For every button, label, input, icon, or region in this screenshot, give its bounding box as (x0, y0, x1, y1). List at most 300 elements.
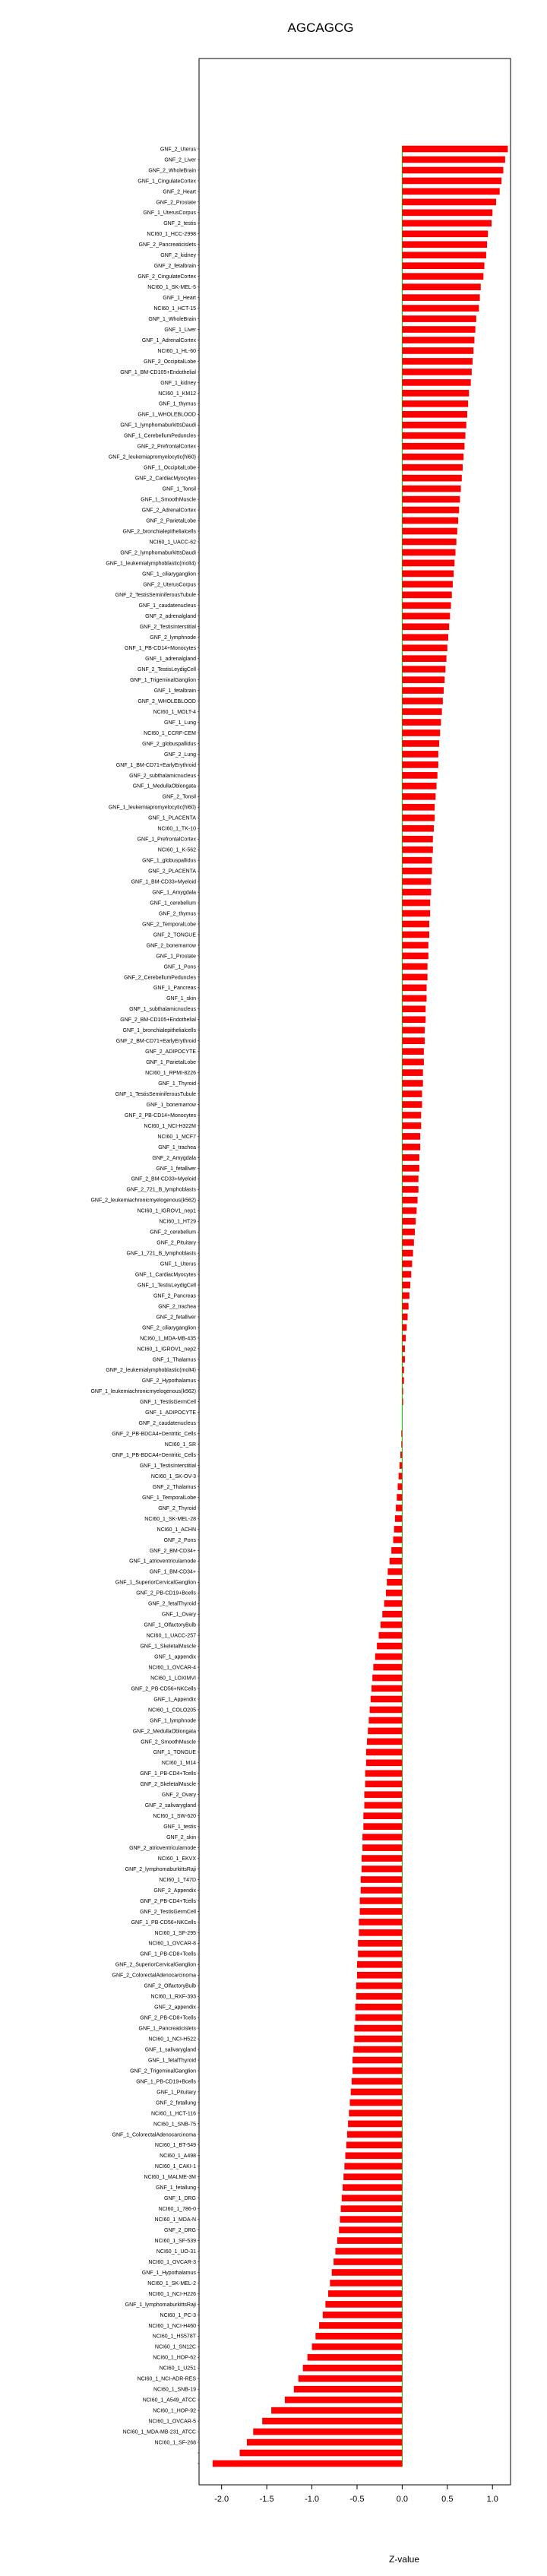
category-label: GNF_1_Pituitary (157, 2090, 196, 2096)
bar (271, 2407, 402, 2414)
bar (362, 1844, 402, 1851)
category-label: NCI60_1_SK-MEL-5 (147, 285, 196, 291)
bar (402, 507, 459, 514)
category-label: NCI60_1_MDA-MB-435 (140, 1336, 196, 1342)
bar (396, 1505, 402, 1511)
bar (213, 2460, 403, 2467)
bar (402, 815, 435, 821)
bar (402, 252, 486, 258)
bar (402, 432, 465, 439)
x-tick-label: -1.0 (305, 2495, 320, 2504)
bar (402, 571, 454, 578)
category-label: GNF_2_PB-CD14+Monocytes (125, 1112, 196, 1119)
bar (294, 2386, 403, 2393)
bar (344, 2163, 402, 2169)
bar (402, 1271, 411, 1278)
bar (325, 2301, 402, 2308)
category-label: NCI60_1_M14 (161, 1761, 196, 1767)
category-label: NCI60_1_RPMI-8226 (145, 1071, 196, 1077)
category-label: GNF_2_leukemialymphoblastic(molt4) (106, 1368, 196, 1374)
category-label: GNF_2_BM-CD105+Endothelial (120, 1017, 196, 1024)
bar (319, 2322, 402, 2329)
bar (363, 1823, 402, 1830)
category-label: NCI60_1_HOP-62 (153, 2355, 196, 2361)
category-label: GNF_1_leukemiachronicmyelogenous(k562) (90, 1389, 196, 1395)
category-label: GNF_1_kidney (160, 380, 196, 386)
bar (401, 1430, 402, 1437)
category-label: NCI60_1_SNB-19 (153, 2387, 196, 2393)
category-label: GNF_1_salivarygland (144, 2047, 196, 2053)
category-label: GNF_1_adrenalgland (145, 657, 196, 663)
chart-title: AGCAGCG (287, 21, 354, 35)
bar (402, 804, 435, 811)
bar (335, 2248, 402, 2255)
category-label: GNF_1_Thalamus (152, 1357, 196, 1363)
category-label: GNF_2_AdrenalCortex (141, 508, 196, 514)
category-label: GNF_2_Uterus (160, 147, 196, 153)
x-tick-label: 0.0 (396, 2495, 409, 2504)
bar (402, 358, 473, 365)
category-label: NCI60_1_BT-549 (154, 2143, 196, 2149)
category-label: GNF_1_testis (163, 1824, 196, 1831)
category-label: GNF_2_PB-BDCA4+Dentritic_Cells (112, 1432, 196, 1438)
bar (402, 390, 469, 397)
category-label: GNF_1_atrioventricularnode (129, 1559, 196, 1565)
bar (402, 1133, 420, 1140)
category-label: GNF_2_TrigeminalGanglion (130, 2068, 196, 2074)
category-label: GNF_1_Ovary (161, 1612, 196, 1618)
category-label: GNF_1_Lung (163, 720, 196, 726)
category-label: GNF_1_bronchialepithelialcells (122, 1028, 196, 1034)
category-label: GNF_2_WholeBrain (148, 168, 196, 174)
category-label: GNF_2_caudatenucleus (138, 1421, 196, 1427)
category-label: NCI60_1_HS578T (152, 2334, 196, 2340)
bar (402, 1398, 403, 1405)
bars-group (213, 146, 508, 2467)
category-label: NCI60_1_NCI-ADR-RES (137, 2376, 196, 2382)
category-label: GNF_2_ADIPOCYTE (145, 1049, 196, 1055)
category-label: NCI60_1_SK-MEL-2 (147, 2280, 196, 2286)
bar (357, 1972, 402, 1979)
category-label: GNF_2_cerebellum (150, 1229, 196, 1236)
bar (373, 1664, 402, 1671)
bar (402, 602, 451, 609)
category-label: GNF_1_PLACENTA (148, 815, 196, 821)
category-label: GNF_2_Thalamus (152, 1484, 196, 1490)
category-label: GNF_1_skin (166, 996, 196, 1002)
bar (402, 315, 476, 322)
category-labels-group (90, 147, 199, 2464)
bar (402, 655, 446, 662)
bar (330, 2280, 402, 2286)
bar (402, 1176, 418, 1182)
bar (402, 1101, 422, 1108)
category-label: GNF_2_bronchialepithelialcells (122, 529, 196, 535)
bar (402, 1016, 425, 1023)
bar (343, 2173, 402, 2180)
x-tick-label: -2.0 (214, 2495, 229, 2504)
category-label: GNF_2_PB-CD4+Tcells (140, 1898, 196, 1904)
bar (402, 676, 444, 683)
category-label: GNF_2_fetalThyroid (147, 1601, 196, 1607)
category-label: GNF_2_PB-CD56+NKCells (131, 1686, 196, 1692)
category-label: GNF_1_Amygdala (152, 890, 196, 896)
category-label: GNF_1_PB-CD14+Monocytes (125, 646, 196, 652)
category-label: GNF_1_Prostate (156, 954, 196, 960)
bar (402, 836, 432, 843)
bar (366, 1759, 403, 1766)
bar (358, 1940, 402, 1947)
x-tick-label: 0.5 (441, 2495, 454, 2504)
category-label: GNF_2_CerebellumPeduncles (124, 975, 196, 981)
category-label: GNF_1_PB-BDCA4+Dentritic_Cells (112, 1453, 196, 1459)
category-label: GNF_2_TemporalLobe (142, 922, 196, 928)
bar (402, 486, 460, 492)
category-label: GNF_2_TestisSeminiferousTubule (115, 593, 196, 599)
category-label: NCI60_1_ACHN (157, 1527, 196, 1533)
category-label: GNF_2_leukemiapromyelocytic(hl60) (108, 454, 196, 460)
category-label: GNF_2_thymus (158, 911, 196, 917)
bar (402, 793, 435, 800)
category-label: NCI60_1_SK-OV-3 (150, 1473, 196, 1479)
category-label: GNF_2_TestisLeydigCell (137, 667, 196, 673)
category-label: GNF_2_Tonsil (162, 794, 196, 800)
category-label: NCI60_1_NCI-H522 (148, 2036, 196, 2043)
bar (359, 1929, 402, 1936)
bar (382, 1611, 402, 1618)
category-label: NCI60_1_MCF7 (157, 1134, 196, 1140)
category-label: GNF_2_ciliaryganglion (142, 1325, 196, 1331)
bar (381, 1622, 403, 1628)
bar (356, 1993, 403, 2000)
bar (402, 1377, 403, 1384)
bar (372, 1685, 402, 1692)
category-label: NCI60_1_TK-10 (157, 826, 196, 832)
category-label: GNF_1_PB-CD8+Tcells (140, 1951, 196, 1957)
category-label: NCI60_1_NCI-H460 (148, 2323, 196, 2329)
bar (402, 400, 468, 407)
category-label: GNF_1_Uterus (160, 1261, 196, 1267)
category-label: GNF_2_ParietalLobe (146, 518, 196, 524)
bar (402, 1048, 424, 1055)
category-label: GNF_2_Liver (164, 157, 196, 163)
bar (353, 2068, 402, 2074)
category-label: GNF_2_721_B_lymphoblasts (126, 1187, 196, 1193)
category-label: GNF_1_ciliaryganglion (142, 571, 196, 578)
bar (386, 1590, 402, 1597)
category-label: NCI60_1_SF-268 (154, 2440, 196, 2446)
bar (402, 422, 466, 429)
category-label: NCI60_1_SK-MEL-28 (144, 1516, 196, 1522)
category-label: GNF_2_DRG (163, 2228, 196, 2234)
category-label: GNF_2_TestisInterstitial (139, 625, 196, 631)
x-tick-label: 1.0 (486, 2495, 498, 2504)
bar (402, 1250, 413, 1257)
bar (402, 1314, 407, 1321)
bar (402, 751, 438, 758)
bar (402, 634, 448, 641)
category-label: GNF_2_MedullaOblongata (132, 1729, 196, 1735)
category-label: NCI60_1_OVCAR-8 (148, 1941, 196, 1947)
bar (402, 995, 426, 1002)
bar (375, 1654, 403, 1660)
bar (332, 2269, 403, 2276)
x-axis-label: Z-value (388, 2554, 420, 2565)
category-label: NCI60_1_MALME-3M (144, 2175, 196, 2181)
bar (402, 964, 427, 970)
bar (402, 666, 445, 672)
category-label: GNF_1_UterusCorpus (143, 210, 196, 217)
bar (402, 230, 488, 237)
category-label: GNF_1_ADIPOCYTE (145, 1410, 196, 1416)
category-label: GNF_2_UterusCorpus (143, 582, 196, 588)
category-label: NCI60_1_CCRF-CEM (144, 730, 196, 736)
category-label: NCI60_1_NCI-H226 (148, 2291, 196, 2297)
category-label: GNF_1_TestisSeminiferousTubule (115, 1091, 196, 1097)
category-label: GNF_1_fetallung (156, 2185, 196, 2191)
category-label: GNF_1_BM-CD34+ (149, 1569, 196, 1575)
bar (351, 2089, 403, 2096)
bar (365, 1770, 403, 1777)
bar (356, 2014, 403, 2021)
category-label: NCI60_1_U251 (159, 2366, 196, 2372)
bar (402, 1069, 422, 1076)
bar (337, 2237, 403, 2244)
bar (400, 1462, 403, 1469)
bar (402, 411, 467, 418)
bar (377, 1643, 402, 1650)
category-label: GNF_2_OccipitalLobe (144, 359, 196, 365)
category-label: GNF_2_skin (166, 1835, 196, 1841)
bar (358, 1951, 402, 1957)
category-label: GNF_2_BM-CD33+Myeloid (131, 1176, 196, 1182)
category-label: GNF_1_lymphomaburkittsRaji (125, 2302, 196, 2308)
bar (247, 2439, 402, 2446)
category-label: GNF_1_Tonsil (162, 486, 196, 492)
category-label: GNF_1_OlfactoryBulb (144, 1622, 196, 1628)
category-label: GNF_1_Pancreas (153, 986, 196, 992)
category-label: NCI60_1_SN12C (154, 2344, 196, 2350)
bar (364, 1791, 402, 1798)
bar (323, 2312, 403, 2318)
bar (402, 889, 431, 896)
bar (397, 1483, 402, 1490)
category-label: GNF_2_PLACENTA (148, 869, 196, 875)
bar (387, 1568, 402, 1575)
category-label: GNF_2_CardiacMyocytes (134, 476, 196, 482)
category-label: NCI60_1_OVCAR-5 (148, 2419, 196, 2425)
x-axis (214, 2485, 498, 2504)
category-label: GNF_2_Hypothalamus (141, 1378, 196, 1385)
bar (340, 2216, 402, 2223)
bar (402, 1229, 415, 1236)
category-label: GNF_1_AdrenalCortex (141, 337, 196, 343)
bar (402, 1346, 405, 1353)
bar (402, 347, 473, 354)
category-label: GNF_2_leukemiachronicmyelogenous(k562) (90, 1198, 196, 1204)
category-label: GNF_1_BM-CD71+EarlyErythroid (115, 762, 196, 768)
category-label: GNF_2_CingulateCortex (138, 274, 196, 280)
category-label: GNF_1_PB-CD19+Bcells (136, 2079, 196, 2085)
bar (402, 644, 447, 651)
bar (402, 1293, 409, 1299)
bar (368, 1717, 402, 1724)
category-label: NCI60_1_SR (164, 1442, 196, 1448)
bar (402, 581, 453, 588)
category-label: GNF_1_Liver (164, 327, 196, 333)
bar (402, 1027, 425, 1033)
category-label: GNF_2_lymphomaburkittsRaji (125, 1866, 196, 1872)
category-label: GNF_1_leukemialymphoblastic(molt4) (106, 561, 196, 567)
category-label: GNF_2_bonemarrow (146, 943, 196, 949)
category-label: GNF_1_PrefrontalCortex (137, 837, 196, 843)
category-label: GNF_2_PrefrontalCortex (137, 444, 196, 450)
bar (366, 1749, 403, 1756)
category-label: GNF_2_fetallung (156, 2100, 196, 2106)
category-label: NCI60_1_786-0 (158, 2207, 196, 2213)
bar (402, 1186, 418, 1193)
category-label: NCI60_1_HL-60 (157, 348, 196, 354)
bar (303, 2365, 403, 2372)
bar (347, 2131, 402, 2138)
category-label: GNF_2_adrenalgland (145, 614, 196, 620)
bar (402, 1112, 421, 1119)
category-label: NCI60_1_HCT-15 (153, 305, 196, 312)
x-tick-label: -0.5 (349, 2495, 365, 2504)
category-label: GNF_2_lymphnode (150, 635, 196, 641)
bar (361, 1876, 403, 1883)
category-label: GNF_1_OccipitalLobe (144, 465, 196, 471)
bar (352, 2078, 403, 2085)
bar (402, 369, 472, 375)
bar (402, 847, 432, 853)
category-label: NCI60_1_SNB-75 (153, 2122, 196, 2128)
category-label: GNF_1_fetalliver (156, 1166, 196, 1172)
category-label: NCI60_1_SF-295 (154, 1930, 196, 1936)
bar (402, 953, 428, 960)
category-label: GNF_2_SmoothMuscle (141, 1739, 196, 1745)
bar (341, 2205, 403, 2212)
bar (402, 1090, 422, 1097)
category-label: GNF_2_appendix (154, 2005, 196, 2011)
bar (402, 932, 429, 938)
bar (402, 1367, 403, 1374)
bar (402, 262, 484, 269)
category-label: GNF_2_Amygdala (152, 1155, 196, 1161)
category-label: NCI60_1_HT29 (159, 1219, 196, 1225)
bar (402, 1356, 405, 1363)
bar (387, 1579, 402, 1586)
bar (402, 878, 431, 885)
bar (354, 2036, 402, 2043)
category-label: GNF_1_lymphnode (150, 1718, 196, 1724)
category-label: NCI60_1_SF-539 (154, 2238, 196, 2244)
category-label: NCI60_1_MOLT-4 (153, 709, 196, 715)
bar (348, 2121, 402, 2128)
category-label: GNF_2_BM-CD34+ (149, 1548, 196, 1554)
category-label: GNF_2_lymphomaburkittsDaudi (120, 550, 196, 556)
category-label: NCI60_1_NCI-H322M (144, 1123, 196, 1129)
category-label: NCI60_1_RXF-393 (150, 1994, 196, 2000)
bar (402, 188, 499, 195)
bar (359, 1919, 402, 1926)
category-label: GNF_1_CerebellumPeduncles (124, 433, 196, 439)
category-label: NCI60_1_IGROV1_nep1 (137, 1208, 196, 1214)
category-label: GNF_2_fetalliver (156, 1315, 196, 1321)
category-label: GNF_1_TemporalLobe (142, 1495, 196, 1501)
category-label: GNF_1_TestisInterstitial (139, 1463, 196, 1469)
category-label: GNF_2_Appendix (153, 1888, 196, 1894)
category-label: GNF_2_OlfactoryBulb (144, 1983, 196, 1989)
bar (402, 157, 504, 163)
category-label: NCI60_1_SW-620 (153, 1814, 196, 1820)
category-label: GNF_2_SkeletalMuscle (140, 1782, 196, 1788)
bar (362, 1855, 402, 1862)
bar (368, 1728, 402, 1735)
bar (356, 2004, 403, 2011)
category-label: NCI60_1_A549_ATCC (142, 2397, 196, 2404)
bar (253, 2429, 402, 2435)
bar (402, 1165, 419, 1172)
bar (402, 443, 464, 450)
bar (239, 2450, 402, 2457)
bar (328, 2290, 402, 2297)
category-label: GNF_1_CingulateCortex (138, 179, 196, 185)
bar (402, 220, 492, 226)
bar (402, 305, 479, 312)
category-label: GNF_1_globuspallidus (142, 858, 196, 864)
bar (399, 1473, 403, 1479)
bar (402, 1324, 406, 1331)
bar (402, 1207, 416, 1214)
bar (342, 2195, 403, 2201)
category-label: NCI60_1_UACC-62 (149, 540, 196, 546)
category-label: GNF_1_BM-CD105+Endothelial (120, 369, 196, 375)
category-label: GNF_2_kidney (160, 253, 196, 259)
category-label: GNF_2_PB-CD19+Bcells (136, 1590, 196, 1597)
category-label: GNF_2_Heart (163, 189, 196, 195)
category-label: GNF_1_cerebellum (150, 900, 196, 907)
bar (353, 2046, 402, 2053)
bar (402, 984, 426, 991)
bar (402, 868, 432, 875)
bar (402, 560, 454, 567)
category-label: NCI60_1_IGROV1_nep2 (137, 1347, 196, 1353)
category-label: NCI60_1_HCT-116 (150, 2111, 196, 2117)
bar (402, 592, 451, 599)
category-label: NCI60_1_LOXIMVI (150, 1676, 196, 1682)
category-label: GNF_1_leukemiapromyelocytic(hl60) (108, 805, 196, 811)
bar (402, 1388, 403, 1394)
bar (402, 539, 456, 546)
category-label: GNF_1_CardiacMyocytes (134, 1272, 196, 1278)
category-label: NCI60_1_CAKI-1 (154, 2164, 196, 2170)
category-label: NCI60_1_HOP-92 (153, 2408, 196, 2414)
category-label: GNF_1_Appendix (153, 1697, 196, 1703)
bar (402, 910, 430, 917)
bar (402, 496, 460, 503)
bar (361, 1887, 403, 1894)
category-label: GNF_1_Heart (163, 296, 196, 302)
bar (402, 178, 501, 185)
bar (402, 783, 436, 790)
category-label: GNF_2_Thyroid (158, 1505, 196, 1511)
bar (371, 1696, 403, 1703)
category-label: GNF_1_Pancreaticislets (138, 2026, 196, 2032)
bar (402, 549, 455, 556)
category-label: GNF_2_WHOLEBLOOD (138, 698, 196, 704)
bar (402, 464, 463, 471)
